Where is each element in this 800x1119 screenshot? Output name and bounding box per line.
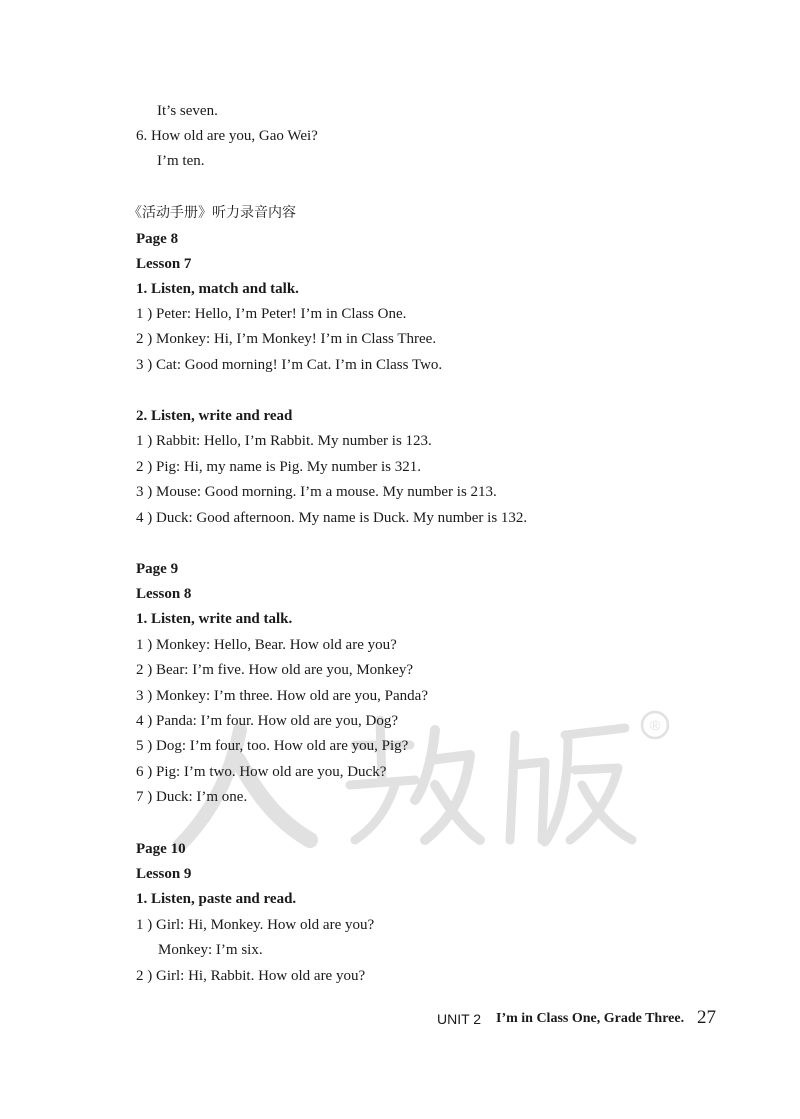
exercise-title: 2. Listen, write and read (136, 408, 293, 424)
dialogue-line: 4 ) Panda: I’m four. How old are you, Dog? (136, 713, 399, 729)
dialogue-line: 2 ) Pig: Hi, my name is Pig. My number is 321. (136, 459, 421, 475)
dialogue-line: 1 ) Peter: Hello, I’m Peter! I’m in Class One. (136, 306, 407, 322)
footer-unit: UNIT 2 (437, 1011, 482, 1027)
page-9-heading: Page 9 (136, 561, 179, 577)
page-8-heading: Page 8 (136, 231, 179, 247)
exercise-title: 1. Listen, paste and read. (136, 891, 297, 907)
dialogue-line: 2 ) Girl: Hi, Rabbit. How old are you? (136, 968, 366, 984)
dialogue-line: 7 ) Duck: I’m one. (136, 789, 248, 805)
svg-text:®: ® (649, 717, 661, 733)
dialogue-line: Monkey: I’m six. (158, 942, 263, 958)
dialogue-line: 6 ) Pig: I’m two. How old are you, Duck? (136, 764, 387, 780)
continuation-line-3: I’m ten. (157, 153, 205, 169)
lesson-9-heading: Lesson 9 (136, 866, 192, 882)
dialogue-line: 3 ) Mouse: Good morning. I’m a mouse. My number is 213. (136, 484, 497, 500)
dialogue-line: 2 ) Monkey: Hi, I’m Monkey! I’m in Class Three. (136, 331, 437, 347)
dialogue-line: 2 ) Bear: I’m five. How old are you, Monkey? (136, 662, 414, 678)
dialogue-line: 3 ) Monkey: I’m three. How old are you, Panda? (136, 688, 429, 704)
continuation-line-2: 6. How old are you, Gao Wei? (136, 128, 318, 144)
exercise-title: 1. Listen, write and talk. (136, 611, 293, 627)
continuation-line-1: It’s seven. (157, 103, 218, 119)
dialogue-line: 3 ) Cat: Good morning! I’m Cat. I’m in Class Two. (136, 357, 443, 373)
dialogue-line: 1 ) Monkey: Hello, Bear. How old are you? (136, 637, 397, 653)
page-number: 27 (697, 1007, 716, 1028)
lesson-8-heading: Lesson 8 (136, 586, 192, 602)
footer-unit-title: I’m in Class One, Grade Three. (496, 1011, 685, 1026)
dialogue-line: 5 ) Dog: I’m four, too. How old are you, Pig? (136, 738, 409, 754)
dialogue-line: 1 ) Rabbit: Hello, I’m Rabbit. My number is 123. (136, 433, 432, 449)
exercise-title: 1. Listen, match and talk. (136, 281, 299, 297)
dialogue-line: 1 ) Girl: Hi, Monkey. How old are you? (136, 917, 375, 933)
lesson-7-heading: Lesson 7 (136, 256, 192, 272)
page-10-heading: Page 10 (136, 841, 186, 857)
dialogue-line: 4 ) Duck: Good afternoon. My name is Duck. My number is 132. (136, 510, 528, 526)
section-title: 《活动手册》听力录音内容 (128, 205, 296, 221)
